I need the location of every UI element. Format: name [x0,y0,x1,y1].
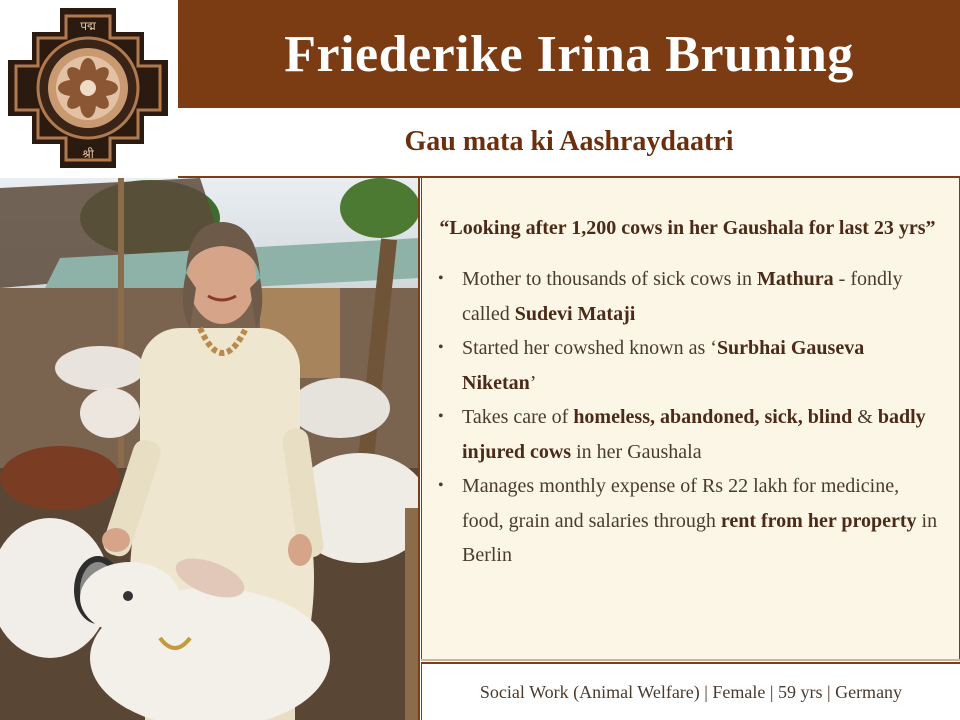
title-banner [178,0,960,108]
bullet-bold-text: Sudevi Mataji [514,302,636,325]
bullet-item [434,331,941,400]
subtitle-banner [178,108,960,178]
portrait-photo [0,178,420,720]
bullet-bold-text: Surbhai Gauseva Niketan [462,337,865,394]
bullet-text: Takes care of [462,406,574,428]
bullet-bold-text: Mathura [756,268,834,290]
bullet-list [434,262,941,573]
bullet-text: ’ [529,371,537,394]
bullet-bold-text: rent from her property [720,509,917,532]
bullet-item [434,469,941,573]
footer-bar [421,662,960,720]
footer-text: Social Work (Animal Welfare) | Female | 59 yrs | Germany [479,681,903,702]
bullet-item [434,262,941,331]
medal-inscription-top: पद्म [80,19,96,33]
page-title: Friederike Irina Bruning [284,25,854,83]
info-panel [421,178,960,660]
bullet-dot-icon: • [438,477,444,494]
bullet-text: in her Gaushala [571,440,702,463]
padma-shri-logo [0,0,176,176]
highlight-quote: “Looking after 1,200 cows in her Gaushala for last 23 yrs” [439,217,936,239]
woman-with-cows-photo [0,178,420,720]
bullet-item [434,400,941,469]
bullet-text: - fondly called [462,268,903,325]
page-subtitle: Gau mata ki Aashraydaatri [404,126,734,157]
medal-inscription-bottom: श्री [82,147,94,161]
bullet-dot-icon: • [438,408,444,425]
bullet-text: & [852,406,878,428]
bullet-text: Started her cowshed known as ‘ [462,337,717,359]
bullet-bold-text: badly injured cows [462,406,926,463]
bullet-text: Mother to thousands of sick cows in [462,268,757,290]
bullet-dot-icon: • [438,339,444,356]
bullet-text: in Berlin [462,509,938,566]
padma-shri-medal-icon [0,0,176,176]
bullet-text: Manages monthly expense of Rs 22 lakh for medicine, food, grain and salaries through [462,475,900,532]
bullet-dot-icon: • [438,270,444,287]
footer-divider [421,659,960,661]
bullet-bold-text: homeless, abandoned, sick, blind [573,406,853,428]
